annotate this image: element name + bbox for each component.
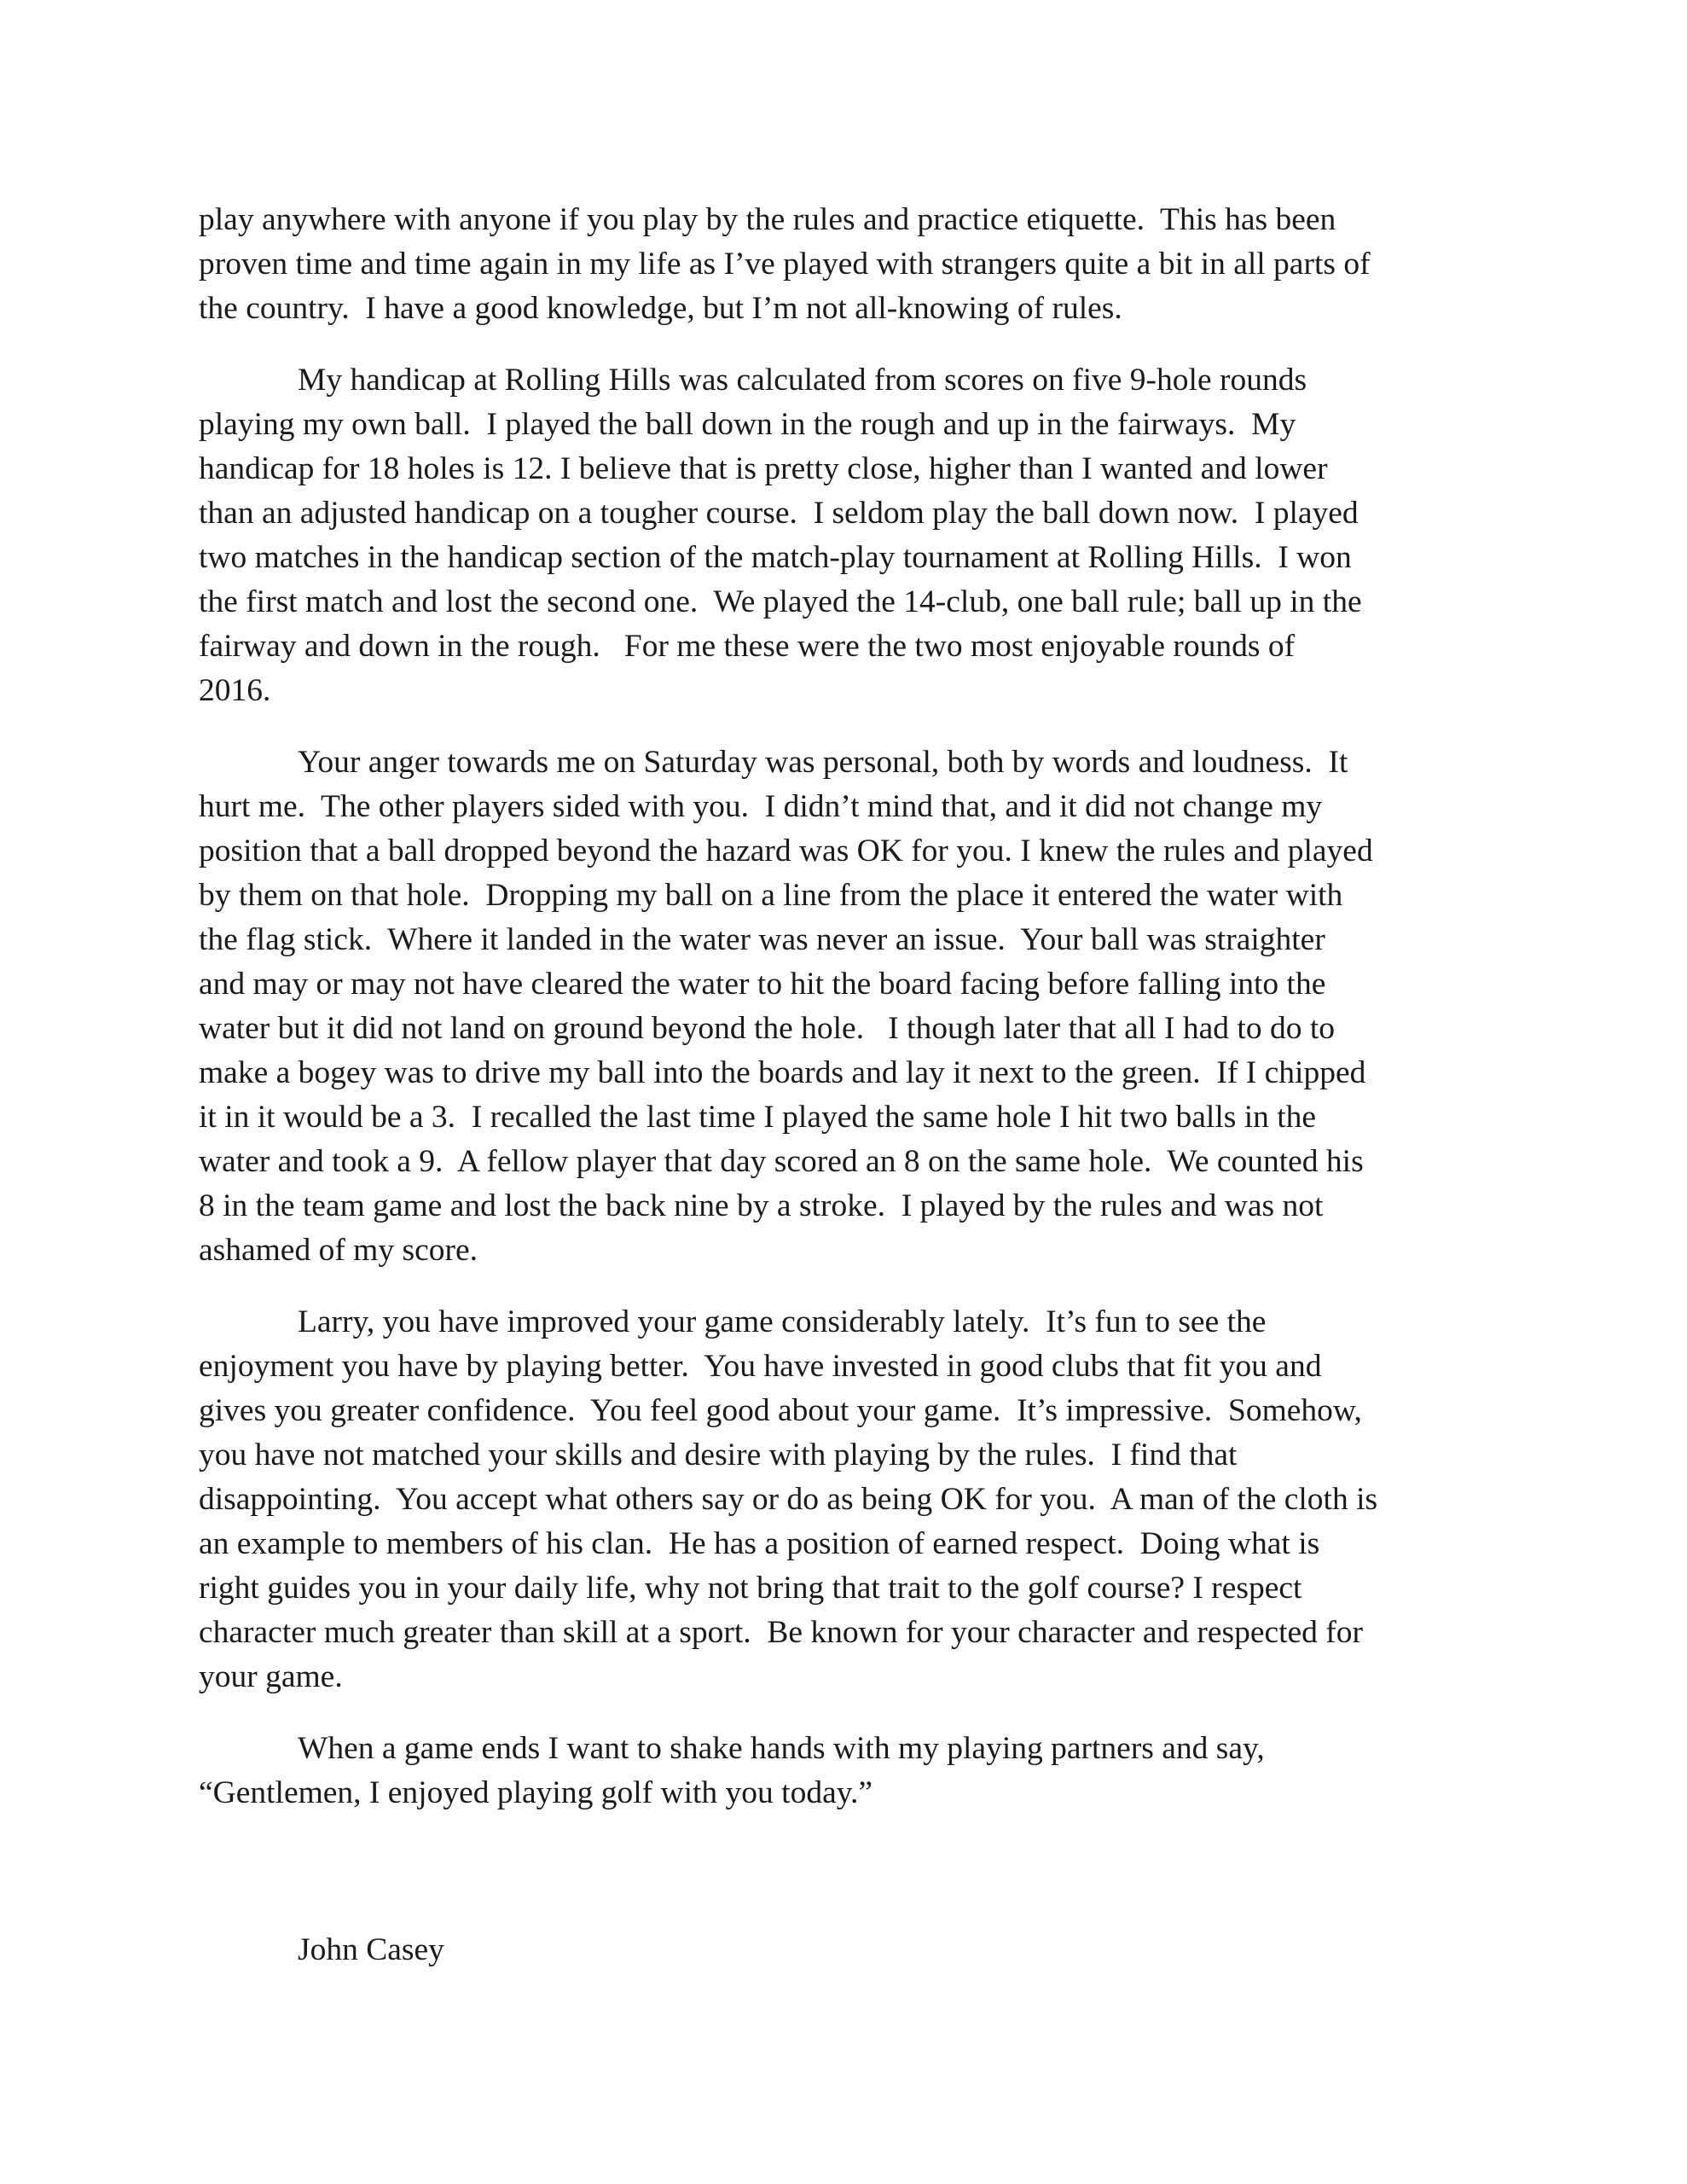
text-line: you have not matched your skills and desire with playing by the rules. I find that bbox=[199, 1438, 1238, 1472]
text-line: Your anger towards me on Saturday was personal, both by words and loudness. It bbox=[298, 745, 1348, 780]
text-line: proven time and time again in my life as I’ve played with strangers quite a bit in all parts of bbox=[199, 247, 1371, 282]
text-line: the first match and lost the second one. We played the 14-club, one ball rule; ball up in the bbox=[199, 584, 1362, 619]
signature-name: John Casey bbox=[298, 1932, 444, 1967]
text-line: 8 in the team game and lost the back nine by a stroke. I played by the rules and was not bbox=[199, 1188, 1324, 1223]
text-line: disappointing. You accept what others say or do as being OK for you. A man of the cloth is bbox=[199, 1482, 1378, 1517]
text-line: handicap for 18 holes is 12. I believe that is pretty close, higher than I wanted and lower bbox=[199, 451, 1328, 486]
text-line: character much greater than skill at a sport. Be known for your character and respected for bbox=[199, 1615, 1364, 1650]
text-line: play anywhere with anyone if you play by the rules and practice etiquette. This has been bbox=[199, 202, 1336, 237]
text-line: your game. bbox=[199, 1659, 343, 1694]
text-line: gives you greater confidence. You feel good about your game. It’s impressive. Somehow, bbox=[199, 1393, 1362, 1428]
paragraph-4 bbox=[199, 1300, 1495, 1699]
text-line: Larry, you have improved your game considerably lately. It’s fun to see the bbox=[298, 1304, 1267, 1339]
text-line: 2016. bbox=[199, 673, 271, 708]
text-line: the flag stick. Where it landed in the water was never an issue. Your ball was straighter bbox=[199, 922, 1325, 957]
text-line: enjoyment you have by playing better. You have invested in good clubs that fit you and bbox=[199, 1349, 1322, 1384]
text-line: it in it would be a 3. I recalled the last time I played the same hole I hit two balls in the bbox=[199, 1100, 1317, 1135]
text-line: an example to members of his clan. He has a position of earned respect. Doing what is bbox=[199, 1526, 1320, 1561]
text-line: My handicap at Rolling Hills was calculated from scores on five 9-hole rounds bbox=[298, 363, 1307, 398]
text-line: water and took a 9. A fellow player that day scored an 8 on the same hole. We counted his bbox=[199, 1144, 1364, 1179]
text-line: hurt me. The other players sided with you. I didn’t mind that, and it did not change my bbox=[199, 789, 1323, 824]
letter-body bbox=[199, 198, 1495, 2000]
signature-spacer bbox=[199, 1843, 1495, 1928]
text-line: playing my own ball. I played the ball down in the rough and up in the fairways. My bbox=[199, 407, 1296, 442]
text-line: ashamed of my score. bbox=[199, 1233, 478, 1268]
text-line: make a bogey was to drive my ball into the boards and lay it next to the green. If I chipped bbox=[199, 1055, 1366, 1090]
paragraph-2 bbox=[199, 358, 1495, 713]
text-line: “Gentlemen, I enjoyed playing golf with you today.” bbox=[199, 1775, 873, 1810]
text-line: the country. I have a good knowledge, but I’m not all-knowing of rules. bbox=[199, 291, 1122, 326]
paragraph-1 bbox=[199, 198, 1495, 331]
text-line: than an adjusted handicap on a tougher course. I seldom play the ball down now. I played bbox=[199, 496, 1359, 531]
text-line: position that a ball dropped beyond the hazard was OK for you. I knew the rules and played bbox=[199, 834, 1373, 868]
text-line: and may or may not have cleared the water to hit the board facing before falling into the bbox=[199, 967, 1326, 1002]
text-line: When a game ends I want to shake hands with my playing partners and say, bbox=[298, 1731, 1265, 1766]
signature-block bbox=[199, 1928, 1495, 1972]
paragraph-3 bbox=[199, 741, 1495, 1273]
paragraph-5 bbox=[199, 1727, 1495, 1815]
text-line: water but it did not land on ground beyond the hole. I though later that all I had to do to bbox=[199, 1011, 1336, 1046]
text-line: right guides you in your daily life, why not bring that trait to the golf course? I respect bbox=[199, 1571, 1302, 1606]
text-line: by them on that hole. Dropping my ball on a line from the place it entered the water with bbox=[199, 878, 1343, 913]
text-line: two matches in the handicap section of the match-play tournament at Rolling Hills. I won bbox=[199, 540, 1352, 575]
text-line: fairway and down in the rough. For me these were the two most enjoyable rounds of bbox=[199, 629, 1296, 664]
